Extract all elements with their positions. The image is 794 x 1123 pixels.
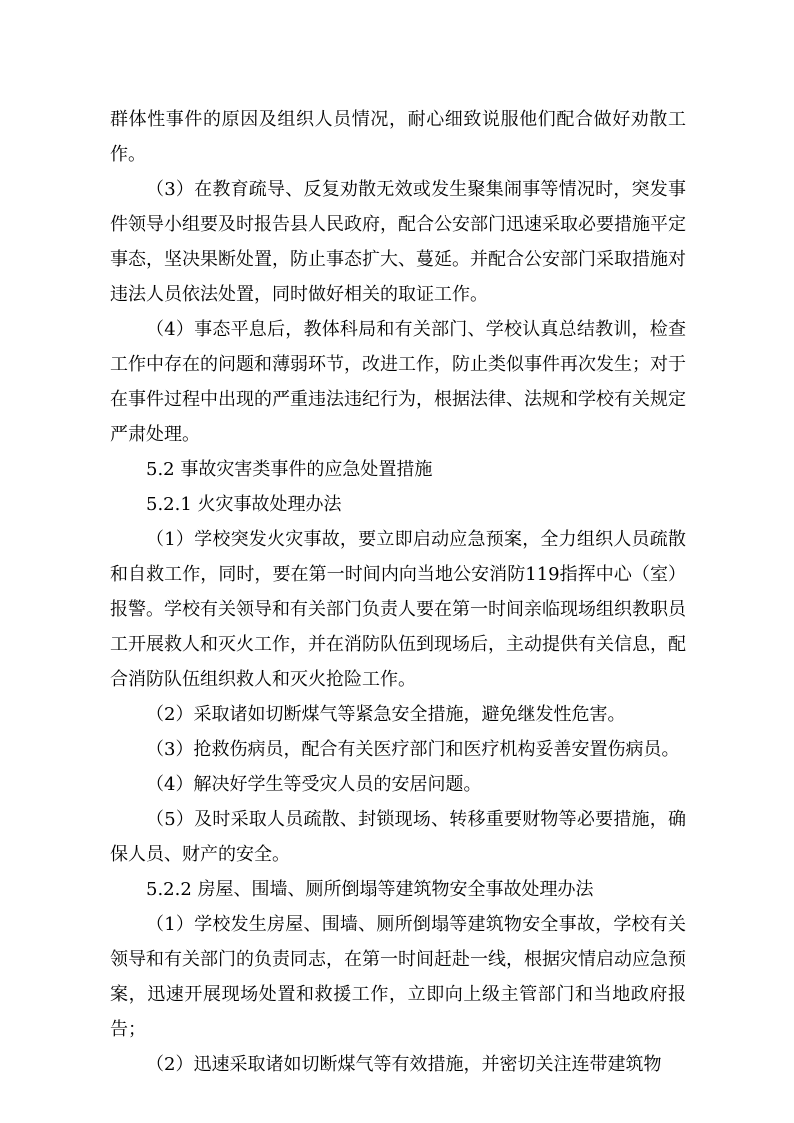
fire-item-5: （5）及时采取人员疏散、封锁现场、转移重要财物等必要措施，确保人员、财产的安全。 xyxy=(110,809,686,865)
section-heading-5-2: 5.2 事故灾害类事件的应急处置措施 xyxy=(146,459,433,480)
building-item-2: （2）迅速采取诸如切断煤气等有效措施，并密切关注连带建筑物 xyxy=(146,1054,662,1075)
fire-item-4: （4）解决好学生等受灾人员的安居问题。 xyxy=(146,774,482,795)
subsection-heading-5-2-1: 5.2.1 火灾事故处理办法 xyxy=(146,494,342,515)
document-body xyxy=(110,102,686,1082)
subsection-heading-5-2-2: 5.2.2 房屋、围墙、厕所倒塌等建筑物安全事故处理办法 xyxy=(146,879,594,900)
fire-item-2: （2）采取诸如切断煤气等紧急安全措施，避免继发性危害。 xyxy=(146,704,626,725)
paragraph-continuation: 群体性事件的原因及组织人员情况，耐心细致说服他们配合做好劝散工作。 xyxy=(110,109,686,165)
paragraph-item-4: （4）事态平息后，教体科局和有关部门、学校认真总结教训，检查工作中存在的问题和薄弱环节，改进工作，防止类似事件再次发生；对于在事件过程中出现的严重违法违纪行为，根据法律、法规和学校有关规定严肃处理。 xyxy=(110,319,686,445)
building-item-1: （1）学校发生房屋、围墙、厕所倒塌等建筑物安全事故，学校有关领导和有关部门的负责同志，在第一时间赶赴一线，根据灾情启动应急预案，迅速开展现场处置和救援工作，立即向上级主管部门和当地政府报告； xyxy=(110,914,686,1040)
paragraph-item-3: （3）在教育疏导、反复劝散无效或发生聚集闹事等情况时，突发事件领导小组要及时报告县人民政府，配合公安部门迅速采取必要措施平定事态，坚决果断处置，防止事态扩大、蔓延。并配合公安部门采取措施对违法人员依法处置，同时做好相关的取证工作。 xyxy=(110,179,686,305)
fire-item-3: （3）抢救伤病员，配合有关医疗部门和医疗机构妥善安置伤病员。 xyxy=(146,739,680,760)
fire-item-1: （1）学校突发火灾事故，要立即启动应急预案，全力组织人员疏散和自救工作，同时，要在第一时间内向当地公安消防119指挥中心（室）报警。学校有关领导和有关部门负责人要在第一时间亲临现场组织教职员工开展救人和灭火工作，并在消防队伍到现场后，主动提供有关信息，配合消防队伍组织救人和灭火抢险工作。 xyxy=(110,529,686,690)
